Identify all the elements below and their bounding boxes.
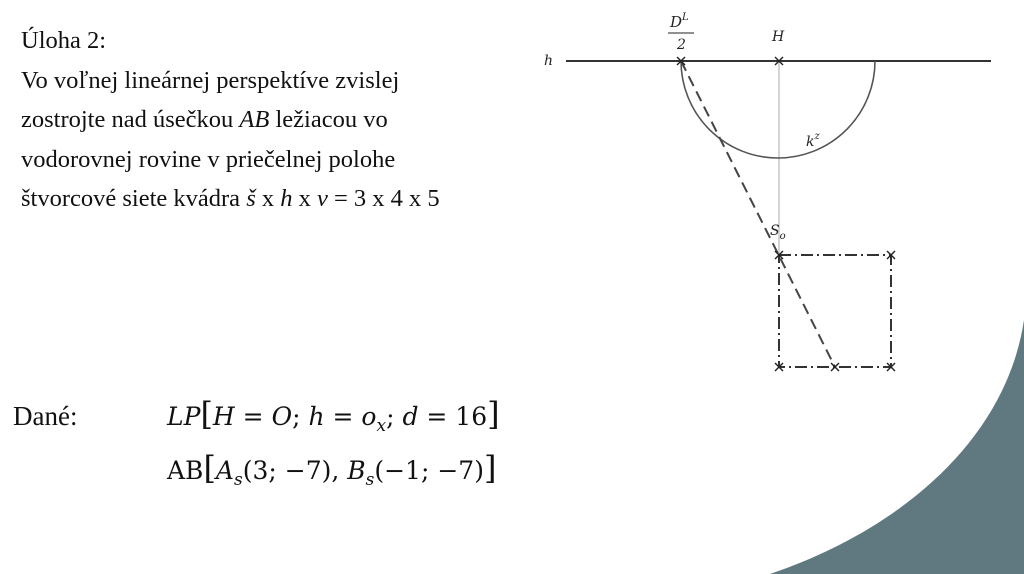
task-line-1: Vo voľnej lineárnej perspektíve zvislej [21, 66, 400, 94]
perspective-figure [530, 0, 1000, 380]
given-segment-ab: $AB[A_s(3$; −7), $B_s(-1$; −7)] [167, 449, 497, 490]
given-linear-perspective: LP[H = O; $h = o_x$; d = 16] [167, 395, 500, 436]
distance-dashed-line [681, 61, 835, 367]
distance-circle-kz [681, 61, 875, 158]
task-line-3: vodorovnej rovine v priečelnej polohe [21, 145, 396, 173]
given-label: Dané: [13, 401, 78, 431]
task-line-2: zostrojte nad úsečkou AB ležiacou vo [21, 106, 388, 133]
label-distance-denominator: 2 [677, 37, 686, 53]
base-square-dashdot [779, 255, 891, 367]
label-horizon-h: h [544, 53, 554, 69]
label-distance-d: $D^L$ [670, 12, 689, 31]
cross-marker-bottom-mid [831, 363, 839, 371]
label-so: $S_o$ [770, 223, 786, 242]
label-principal-point-h: H [772, 29, 785, 45]
label-circle-kz: $k^z$ [806, 131, 820, 150]
task-statement [21, 21, 541, 219]
task-title: Úloha 2: [21, 27, 107, 54]
task-line-4: štvorcové siete kvádra š x h x v = 3 x 4 x 5 [21, 185, 440, 212]
